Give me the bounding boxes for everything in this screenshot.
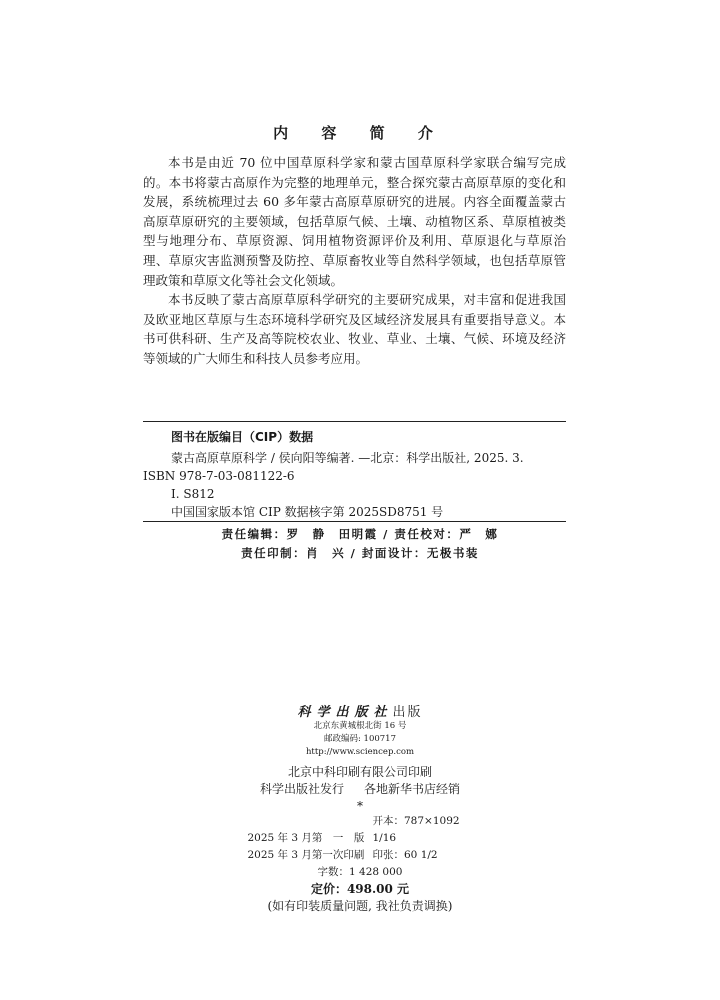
quality-note: (如有印装质量问题, 我社负责调换) — [267, 899, 453, 913]
publisher-address: 北京东黄城根北街 16 号 — [313, 721, 407, 731]
page-title: 内 容 简 介 — [273, 124, 447, 142]
cip-block — [143, 428, 566, 521]
publisher-logo-text: 科学出版社 — [297, 705, 393, 720]
book-introduction — [143, 153, 566, 369]
printed-sheets: 印张：60 1/2 — [372, 849, 438, 861]
price: 定价：498.00 元 — [310, 882, 410, 896]
issuer: 科学出版社发行 — [259, 782, 344, 796]
printing-date: 2025 年 3 月第一次印刷 — [247, 849, 365, 861]
cip-title-line: 蒙古高原草原科学 / 侯向阳等编著. —北京：科学出版社, 2025. 3. — [171, 451, 524, 465]
editorial-credits — [0, 525, 720, 563]
intro-paragraph-1: 本书是由近 70 位中国草原科学家和蒙古国草原科学家联合编写完成的。本书将蒙古高原作为完整的地理单元，整合探究蒙古高原草原的变化和发展，系统梳理过去 60 多年蒙古高原草原研究的进展。内容全面覆盖蒙古高原草原研究的主要领域，包括草原气候、土壤、动植物区系、草原植被类型与地理分布、草原资源、饲用植物资源评价及利用、草原退化与草原治理、草原灾害监测预警及防控、草原畜牧业等自然科学领域，也包括草原管理政策和草原文化等社会文化领域。 — [143, 155, 566, 288]
edition-row-1 — [0, 813, 720, 847]
credits-line-1: 责任编辑：罗 静 田明霞 / 责任校对：严 娜 — [221, 527, 499, 541]
publisher-postcode: 邮政编码: 100717 — [323, 734, 396, 744]
publisher-block — [0, 701, 720, 759]
printer-name: 北京中科印刷有限公司印刷 — [287, 765, 432, 779]
publisher-url: http://www.sciencep.com — [305, 747, 415, 757]
cip-isbn: ISBN 978-7-03-081122-6 — [143, 469, 295, 483]
edition-block — [0, 813, 720, 915]
cip-heading: 图书在版编目（CIP）数据 — [171, 430, 314, 444]
intro-paragraph-2: 本书反映了蒙古高原草原科学研究的主要研究成果，对丰富和促进我国及欧亚地区草原与生态环境科学研究及区域经济发展具有重要指导意义。本书可供科研、生产及高等院校农业、牧业、草业、土壤、气候、环境及经济等领域的广大师生和科技人员参考应用。 — [143, 292, 566, 366]
word-count: 字数：1 428 000 — [317, 866, 403, 878]
distributor: 各地新华书店经销 — [364, 782, 461, 796]
edition-date: 2025 年 3 月第 一 版 — [247, 832, 365, 844]
cip-record-number: 中国国家版本馆 CIP 数据核字第 2025SD8751 号 — [171, 505, 444, 519]
publisher-name — [0, 701, 720, 720]
edition-row-2 — [0, 847, 720, 864]
cip-bottom-rule — [143, 521, 566, 522]
separator-star: * — [357, 799, 363, 813]
book-format: 开本：787×1092 1/16 — [372, 815, 460, 844]
cip-top-rule — [143, 421, 566, 422]
cip-classification: Ⅰ. S812 — [171, 487, 215, 501]
printer-block — [0, 764, 720, 815]
publisher-suffix: 出版 — [392, 705, 423, 720]
distribution-line — [0, 781, 720, 798]
credits-line-2: 责任印制：肖 兴 / 封面设计：无极书装 — [241, 546, 479, 560]
